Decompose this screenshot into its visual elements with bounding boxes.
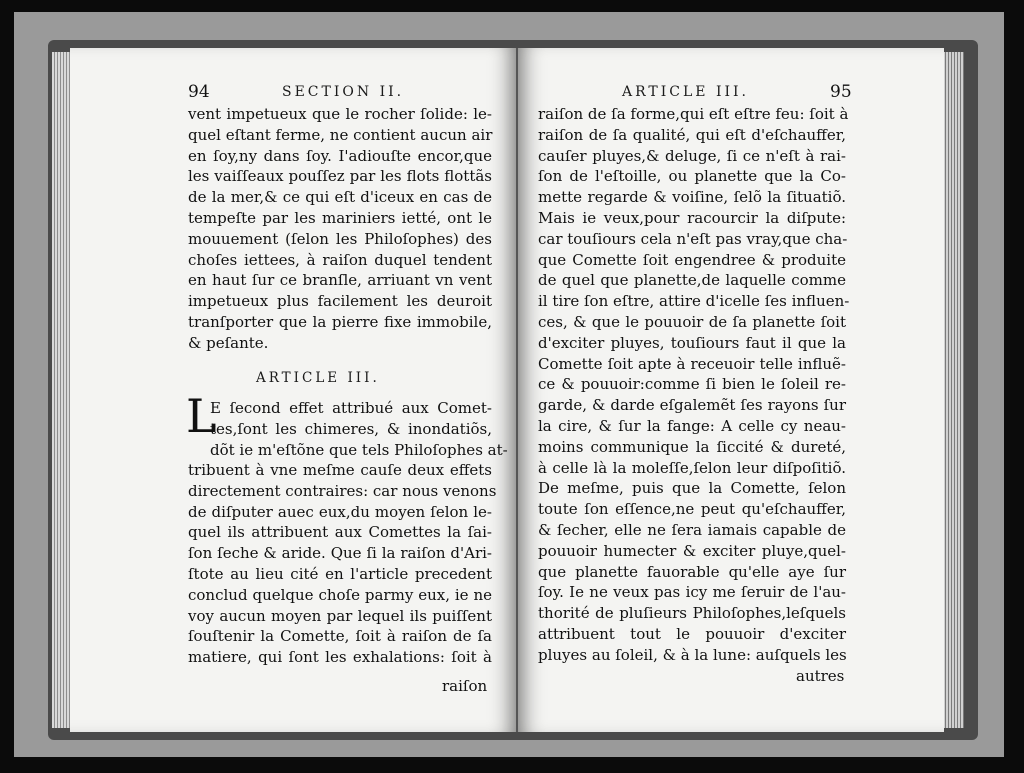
text-line: pluyes au ſoleil, & à la lune: auſquels les: [538, 645, 847, 664]
catchword-left: raiſon: [442, 677, 488, 695]
running-head-left: SECTION II.: [282, 84, 405, 100]
text-line: en ſoy,ny dans ſoy. I'adiouſte encor,que: [188, 146, 492, 165]
text-line: tranſporter que la pierre fixe immobile,: [188, 312, 492, 331]
right-body: [538, 104, 850, 666]
text-line: matiere, qui ſont les exhalations: ſoit à: [188, 648, 492, 667]
text-line: voy aucun moyen par lequel ils puiſſent: [188, 606, 492, 625]
text-line: ſoy. Ie ne veux pas icy me ſeruir de l'au-: [538, 583, 846, 602]
right-page: [518, 48, 944, 732]
text-line: de quel que planette,de laquelle comme: [538, 271, 846, 290]
text-line: car touſiours cela n'eſt pas vray,que cha-: [538, 229, 848, 248]
text-line: tempeſte par les mariniers ietté, ont le: [188, 208, 492, 227]
text-line: quel ils attribuent aux Comettes la ſai-: [188, 523, 492, 542]
text-line: moins communique la ſiccité & dureté,: [538, 437, 846, 456]
text-line: conclud quelque choſe parmy eux, ie ne: [188, 585, 492, 604]
text-line: raiſon de ſa forme,qui eſt eſtre feu: ſoit à: [538, 105, 849, 123]
text-line: il tire ſon eſtre, attire d'icelle ſes influen-: [538, 292, 850, 311]
page-number-left: 94: [188, 82, 210, 102]
text-line: tribuent à vne meſme cauſe deux effets: [188, 461, 492, 479]
left-page: [70, 48, 518, 732]
text-line: cauſer pluyes,& deluge, ſi ce n'eſt à rai-: [538, 146, 846, 165]
text-line: à celle là la moleſſe,ſelon leur diſpoſitiõ.: [538, 458, 846, 477]
text-line: mette regarde & voiſine, ſelõ la ſituatiõ.: [538, 188, 846, 207]
text-line: E ſecond effet attribué aux Comet-: [210, 399, 492, 417]
text-line: Comette ſoit apte à receuoir telle influẽ-: [538, 354, 846, 373]
text-line: ces, & que le pouuoir de ſa planette ſoit: [538, 312, 846, 331]
text-line: garde, & darde eſgalemẽt ſes rayons ſur: [538, 396, 846, 415]
text-line: tes,ſont les chimeres, & inondatiõs,: [210, 419, 492, 438]
text-line: mouuement (ſelon les Philoſophes) des: [188, 229, 492, 248]
text-line: thorité de pluſieurs Philoſophes,leſquels: [538, 604, 846, 623]
drop-cap: L: [186, 389, 217, 443]
text-line: en haut ſur ce branſle, arriuant vn vent: [188, 271, 492, 290]
text-line: les vaiſſeaux pouſſez par les flots flottãs: [188, 167, 492, 186]
text-line: directement contraires: car nous venons: [188, 481, 497, 500]
section-heading-article: ARTICLE III.: [256, 370, 380, 386]
text-line: De meſme, puis que la Comette, ſelon: [538, 479, 846, 498]
left-body-top: [188, 104, 492, 354]
left-body-bottom: [188, 460, 497, 668]
text-line: impetueux plus facilement les deuroit: [188, 292, 492, 311]
text-line: d'exciter pluyes, touſiours faut il que la: [538, 333, 846, 352]
text-line: ſouſtenir la Comette, ſoit à raiſon de ſa: [188, 627, 492, 646]
text-line: vent impetueux que le rocher ſolide: le-: [188, 105, 492, 123]
text-line: la cire, & ſur la fange: A celle cy neau-: [538, 416, 846, 435]
text-line: ſtote au lieu cité en l'article precedent: [188, 564, 492, 583]
text-line: de diſputer auec eux,du moyen ſelon le-: [188, 502, 492, 521]
text-line: & ſecher, elle ne ſera iamais capable de: [538, 520, 846, 539]
text-line: toute ſon eſſence,ne peut qu'eſchauffer,: [538, 500, 846, 519]
text-line: que Comette ſoit engendree & produite: [538, 250, 846, 269]
text-line: choſes iettees, à raiſon duquel tendent: [188, 250, 492, 269]
text-line: dõt ie m'eſtõne que tels Philoſophes at-: [210, 440, 508, 459]
text-line: ſon de l'eſtoille, ou planette que la Co-: [538, 167, 846, 186]
page-number-right: 95: [830, 82, 852, 102]
text-line: raiſon de ſa qualité, qui eſt d'eſchauffer,: [538, 125, 846, 144]
text-line: que planette fauorable qu'elle aye ſur: [538, 562, 846, 581]
text-line: Mais ie veux,pour racourcir la diſpute:: [538, 208, 846, 227]
text-line: quel eſtant ferme, ne contient aucun air: [188, 125, 493, 144]
text-line: pouuoir humecter & exciter pluye,quel-: [538, 541, 846, 560]
text-line: attribuent tout le pouuoir d'exciter: [538, 624, 846, 643]
text-line: ſon ſeche & aride. Que ſi la raiſon d'Ari-: [188, 544, 492, 563]
catchword-right: autres: [796, 667, 845, 685]
text-line: & peſante.: [188, 333, 269, 352]
running-head-right: ARTICLE III.: [622, 84, 749, 100]
text-line: de la mer,& ce qui eſt d'iceux en cas de: [188, 188, 492, 207]
left-body-first-lines: [210, 398, 508, 460]
text-line: ce & pouuoir:comme ſi bien le ſoleil re-: [538, 375, 846, 394]
